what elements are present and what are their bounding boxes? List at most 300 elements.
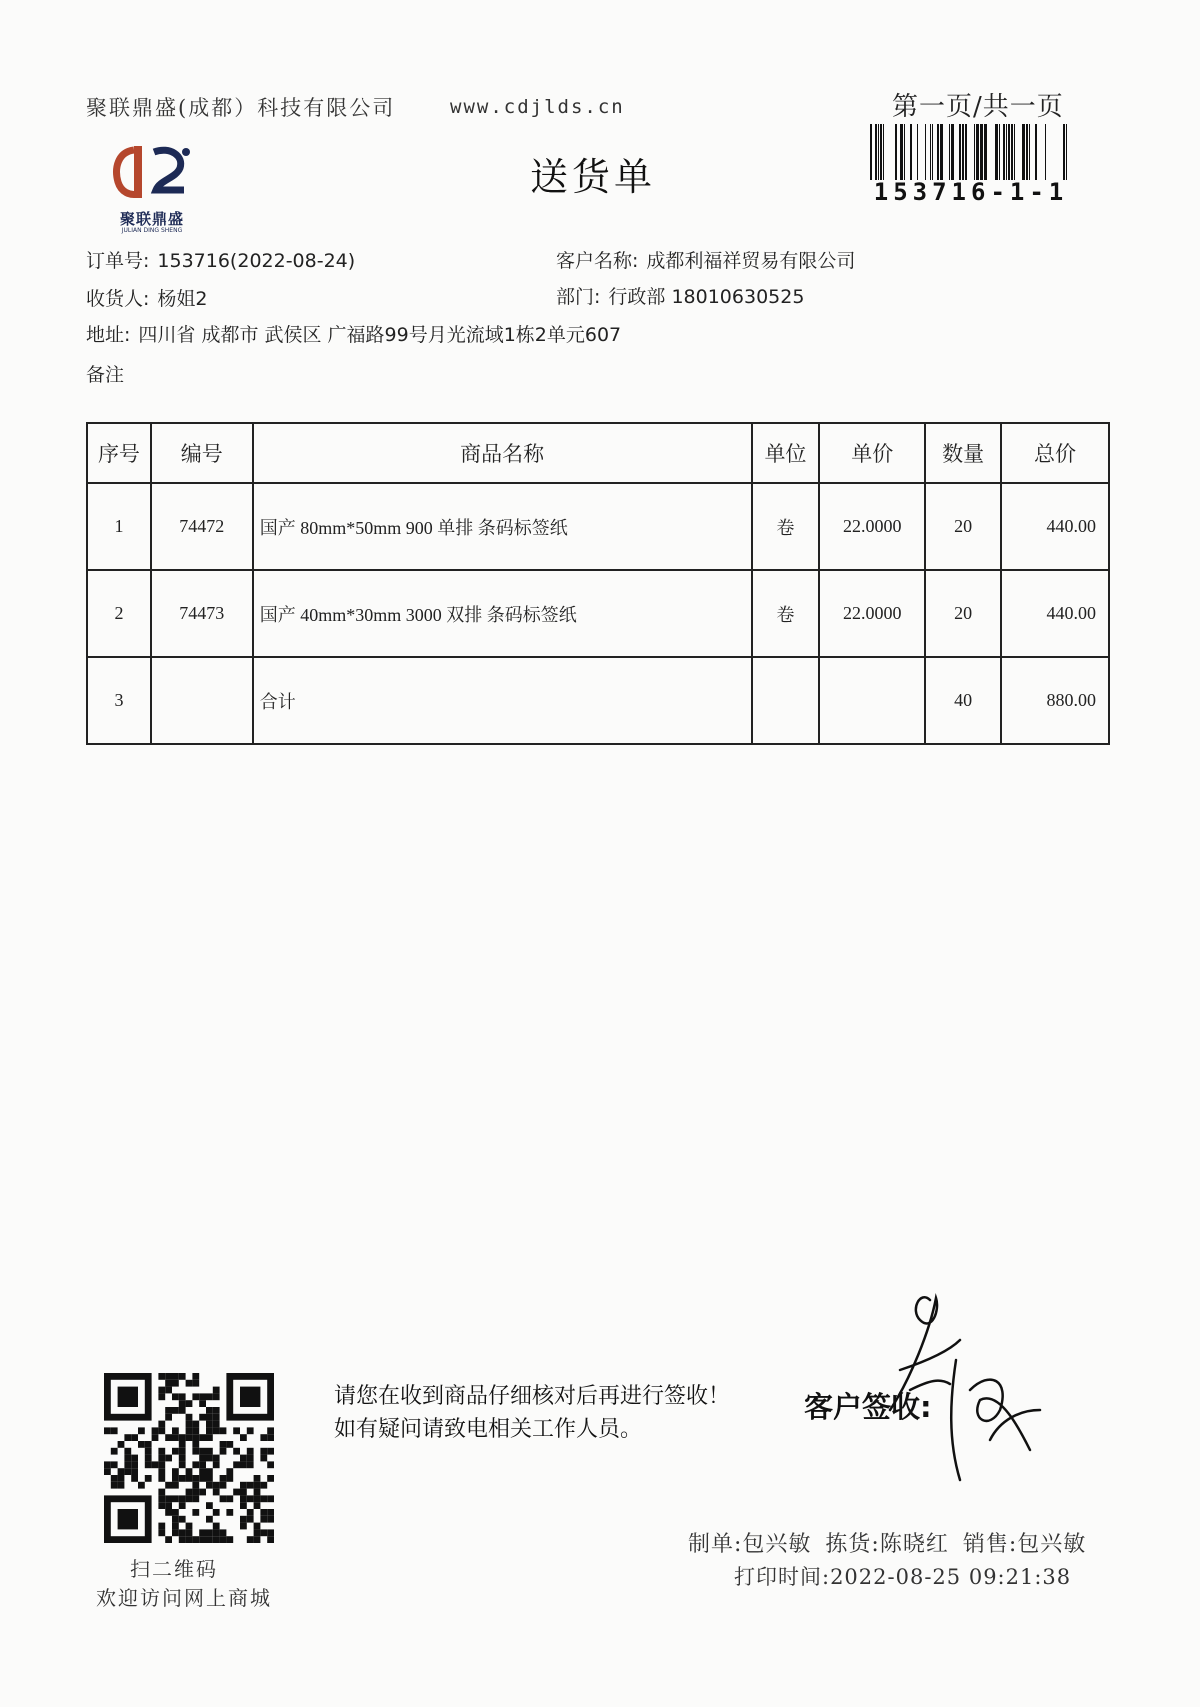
- qr-module: [240, 1523, 247, 1530]
- department: [556, 282, 804, 309]
- qr-module: [267, 1509, 274, 1516]
- qr-module: [192, 1536, 199, 1543]
- qr-module: [199, 1468, 206, 1475]
- qr-module: [267, 1495, 274, 1502]
- qr-module: [131, 1461, 138, 1468]
- cell-quantity: 40: [925, 657, 1001, 744]
- qr-module: [206, 1529, 213, 1536]
- qr-module: [240, 1455, 247, 1462]
- cell-total: 440.00: [1001, 570, 1109, 657]
- qr-module: [118, 1441, 125, 1448]
- barcode-bar: [870, 124, 872, 180]
- qr-module: [131, 1434, 138, 1441]
- qr-module: [186, 1421, 193, 1428]
- qr-module: [260, 1448, 267, 1455]
- qr-module: [213, 1407, 220, 1414]
- qr-module: [158, 1427, 165, 1434]
- qr-module: [172, 1523, 179, 1530]
- receiver: [86, 284, 208, 311]
- qr-module: [165, 1414, 172, 1421]
- qr-module: [186, 1523, 193, 1530]
- qr-module: [254, 1502, 261, 1509]
- department-label: 部门:: [556, 286, 601, 308]
- qr-module: [165, 1455, 172, 1462]
- qr-module: [199, 1448, 206, 1455]
- qr-module: [247, 1482, 254, 1489]
- table-header-row: [87, 423, 1109, 483]
- qr-module: [111, 1448, 118, 1455]
- qr-module: [247, 1427, 254, 1434]
- qr-module: [172, 1448, 179, 1455]
- customer-sign-label: 客户签收:: [804, 1390, 932, 1424]
- qr-module: [254, 1536, 261, 1543]
- qr-module: [172, 1516, 179, 1523]
- qr-module: [172, 1482, 179, 1489]
- qr-module: [186, 1536, 193, 1543]
- qr-module: [158, 1461, 165, 1468]
- qr-module: [158, 1475, 165, 1482]
- qr-module: [158, 1387, 165, 1394]
- qr-module: [158, 1373, 165, 1380]
- table-row: [87, 483, 1109, 570]
- table-row: [87, 570, 1109, 657]
- qr-module: [179, 1502, 186, 1509]
- qr-module: [158, 1393, 165, 1400]
- qr-module: [240, 1489, 247, 1496]
- header-seq: 序号: [87, 423, 151, 483]
- header-quantity: 数量: [925, 423, 1001, 483]
- qr-module: [118, 1475, 125, 1482]
- qr-module: [247, 1461, 254, 1468]
- qr-module: [213, 1421, 220, 1428]
- cell-quantity: 20: [925, 570, 1001, 657]
- qr-module: [240, 1434, 247, 1441]
- qr-module: [206, 1502, 213, 1509]
- qr-module: [220, 1529, 227, 1536]
- qr-module: [213, 1536, 220, 1543]
- qr-module: [124, 1461, 131, 1468]
- barcode-bar: [1035, 124, 1037, 180]
- qr-module: [213, 1523, 220, 1530]
- qr-module: [179, 1529, 186, 1536]
- barcode-bar: [895, 124, 897, 180]
- qr-module: [260, 1482, 267, 1489]
- qr-module: [111, 1475, 118, 1482]
- qr-module: [213, 1529, 220, 1536]
- qr-module: [172, 1509, 179, 1516]
- qr-module: [179, 1455, 186, 1462]
- barcode-bar: [1026, 124, 1028, 180]
- qr-module: [186, 1414, 193, 1421]
- barcode-bar: [925, 124, 926, 180]
- qr-module: [213, 1387, 220, 1394]
- qr-module: [158, 1468, 165, 1475]
- qr-module: [131, 1475, 138, 1482]
- qr-module: [267, 1536, 274, 1543]
- barcode-bar: [951, 124, 954, 180]
- qr-module: [158, 1529, 165, 1536]
- qr-module: [254, 1495, 261, 1502]
- qr-module: [240, 1502, 247, 1509]
- maker: 制单:包兴敏: [688, 1532, 812, 1557]
- qr-module: [233, 1489, 240, 1496]
- qr-module: [158, 1523, 165, 1530]
- cell-total: 880.00: [1001, 657, 1109, 744]
- header-code: 编号: [151, 423, 253, 483]
- cell-total: 440.00: [1001, 483, 1109, 570]
- cell-seq: 2: [87, 570, 151, 657]
- qr-module: [165, 1380, 172, 1387]
- barcode-bar: [995, 124, 998, 180]
- cell-unit: [752, 657, 820, 744]
- qr-module: [179, 1434, 186, 1441]
- qr-module: [179, 1373, 186, 1380]
- page-indicator: 第一页/共一页: [892, 92, 1064, 122]
- qr-module: [220, 1482, 227, 1489]
- qr-module: [206, 1448, 213, 1455]
- qr-module: [145, 1448, 152, 1455]
- qr-module: [213, 1461, 220, 1468]
- barcode-bar: [959, 124, 961, 180]
- cell-unit-price: 22.0000: [819, 483, 925, 570]
- qr-module: [124, 1468, 131, 1475]
- qr-module: [260, 1455, 267, 1462]
- qr-module: [267, 1427, 274, 1434]
- cell-code: 74472: [151, 483, 253, 570]
- qr-module: [220, 1427, 227, 1434]
- qr-module: [192, 1380, 199, 1387]
- qr-module: [199, 1393, 206, 1400]
- qr-module: [206, 1427, 213, 1434]
- barcode-bar: [1011, 124, 1013, 180]
- cell-seq: 3: [87, 657, 151, 744]
- barcode-bar: [980, 124, 983, 180]
- qr-module: [186, 1434, 193, 1441]
- department-value: 行政部 18010630525: [608, 286, 805, 308]
- qr-module: [138, 1482, 145, 1489]
- cell-unit-price: [819, 657, 925, 744]
- qr-module: [226, 1468, 233, 1475]
- qr-module: [165, 1387, 172, 1394]
- receiver-value: 杨姐2: [157, 288, 208, 310]
- cell-code: [151, 657, 253, 744]
- qr-finder-square: [240, 1387, 260, 1407]
- qr-module: [192, 1448, 199, 1455]
- header-unit-price: 单价: [819, 423, 925, 483]
- qr-module: [254, 1489, 261, 1496]
- cell-product-name: 国产 40mm*30mm 3000 双排 条码标签纸: [253, 570, 752, 657]
- qr-module: [267, 1516, 274, 1523]
- address-label: 地址:: [86, 324, 131, 346]
- qr-module: [254, 1529, 261, 1536]
- qr-module: [192, 1495, 199, 1502]
- qr-module: [206, 1414, 213, 1421]
- qr-module: [145, 1441, 152, 1448]
- qr-module: [233, 1427, 240, 1434]
- qr-module: [226, 1475, 233, 1482]
- qr-module: [192, 1373, 199, 1380]
- qr-caption-scan: 扫二维码: [130, 1557, 218, 1581]
- handwritten-signature: [870, 1280, 1070, 1500]
- qr-module: [179, 1393, 186, 1400]
- barcode-bar: [1014, 124, 1015, 180]
- qr-module: [199, 1414, 206, 1421]
- qr-module: [172, 1380, 179, 1387]
- logo-mark-icon: [104, 138, 200, 208]
- qr-module: [213, 1489, 220, 1496]
- qr-module: [233, 1461, 240, 1468]
- cell-quantity: 20: [925, 483, 1001, 570]
- qr-module: [179, 1516, 186, 1523]
- qr-module: [247, 1448, 254, 1455]
- header-unit: 单位: [752, 423, 820, 483]
- address: [86, 320, 621, 347]
- qr-module: [260, 1509, 267, 1516]
- barcode-bar: [930, 124, 931, 180]
- cell-code: 74473: [151, 570, 253, 657]
- qr-module: [111, 1461, 118, 1468]
- qr-module: [152, 1427, 159, 1434]
- barcode-bar: [880, 124, 882, 180]
- qr-module: [152, 1434, 159, 1441]
- receiver-label: 收货人:: [86, 288, 150, 310]
- barcode-bar: [1006, 124, 1007, 180]
- qr-finder-square: [118, 1509, 138, 1529]
- qr-module: [260, 1529, 267, 1536]
- qr-module: [158, 1455, 165, 1462]
- qr-module: [247, 1495, 254, 1502]
- qr-module: [192, 1421, 199, 1428]
- qr-code-icon: [104, 1373, 274, 1543]
- cell-unit: 卷: [752, 483, 820, 570]
- order-number-label: 订单号:: [86, 250, 150, 272]
- barcode-bar: [878, 124, 879, 180]
- qr-module: [199, 1455, 206, 1462]
- barcode-bar: [1066, 124, 1067, 180]
- qr-module: [192, 1461, 199, 1468]
- qr-module: [247, 1536, 254, 1543]
- barcode-bar: [999, 124, 1000, 180]
- print-time: 打印时间:2022-08-25 09:21:38: [734, 1565, 1072, 1589]
- qr-module: [131, 1455, 138, 1462]
- qr-module: [158, 1489, 165, 1496]
- qr-module: [199, 1461, 206, 1468]
- qr-module: [158, 1448, 165, 1455]
- address-value: 四川省 成都市 武侯区 广福路99号月光流域1栋2单元607: [138, 324, 622, 346]
- qr-module: [165, 1495, 172, 1502]
- qr-module: [206, 1393, 213, 1400]
- logo-name: 聚联鼎盛: [119, 210, 184, 228]
- order-number-value: 153716(2022-08-24): [157, 250, 356, 272]
- qr-module: [240, 1495, 247, 1502]
- barcode-bar: [974, 124, 975, 180]
- customer-name-label: 客户名称:: [556, 250, 639, 272]
- qr-module: [165, 1373, 172, 1380]
- qr-module: [186, 1380, 193, 1387]
- qr-module: [220, 1536, 227, 1543]
- qr-module: [179, 1475, 186, 1482]
- qr-module: [206, 1482, 213, 1489]
- barcode-bar: [904, 124, 905, 180]
- qr-module: [240, 1482, 247, 1489]
- qr-module: [165, 1502, 172, 1509]
- qr-module: [145, 1461, 152, 1468]
- qr-module: [172, 1529, 179, 1536]
- qr-module: [186, 1475, 193, 1482]
- customer-name-value: 成都利福祥贸易有限公司: [646, 250, 856, 272]
- company-website: www.cdjlds.cn: [450, 96, 625, 118]
- barcode: [870, 124, 1070, 180]
- barcode-bar: [1008, 124, 1010, 180]
- qr-module: [179, 1495, 186, 1502]
- qr-module: [152, 1461, 159, 1468]
- qr-module: [111, 1427, 118, 1434]
- qr-module: [192, 1434, 199, 1441]
- qr-module: [192, 1482, 199, 1489]
- goods-table: [86, 422, 1110, 745]
- qr-module: [206, 1455, 213, 1462]
- barcode-bar: [976, 124, 979, 180]
- cell-product-name: 国产 80mm*50mm 900 单排 条码标签纸: [253, 483, 752, 570]
- barcode-bar: [962, 124, 964, 180]
- qr-module: [206, 1475, 213, 1482]
- qr-module: [158, 1421, 165, 1428]
- order-number: [86, 246, 355, 273]
- qr-module: [199, 1400, 206, 1407]
- qr-module: [240, 1516, 247, 1523]
- barcode-bar: [940, 124, 943, 180]
- qr-module: [254, 1523, 261, 1530]
- qr-module: [186, 1400, 193, 1407]
- qr-module: [206, 1516, 213, 1523]
- qr-module: [158, 1502, 165, 1509]
- barcode-bar: [965, 124, 967, 180]
- barcode-bar: [900, 124, 903, 180]
- qr-module: [165, 1536, 172, 1543]
- qr-module: [172, 1427, 179, 1434]
- remark-label: 备注: [86, 364, 125, 386]
- barcode-bar: [984, 124, 987, 180]
- qr-module: [213, 1427, 220, 1434]
- barcode-bar: [1063, 124, 1065, 180]
- qr-module: [145, 1455, 152, 1462]
- qr-module: [199, 1489, 206, 1496]
- company-name: 聚联鼎盛(成都）科技有限公司: [86, 96, 396, 120]
- barcode-bar: [949, 124, 950, 180]
- qr-module: [192, 1489, 199, 1496]
- qr-module: [165, 1509, 172, 1516]
- qr-module: [260, 1495, 267, 1502]
- barcode-bar: [1045, 124, 1046, 180]
- qr-module: [267, 1461, 274, 1468]
- qr-module: [179, 1407, 186, 1414]
- barcode-bar: [875, 124, 877, 180]
- logo-subtitle: JULIAN DING SHENG: [121, 227, 183, 234]
- qr-module: [220, 1448, 227, 1455]
- document-title: 送货单: [530, 155, 657, 199]
- qr-module: [260, 1434, 267, 1441]
- cell-unit-price: 22.0000: [819, 570, 925, 657]
- qr-module: [172, 1495, 179, 1502]
- qr-caption-shop: 欢迎访问网上商城: [96, 1586, 272, 1610]
- barcode-bar: [883, 124, 884, 180]
- barcode-bar: [932, 124, 933, 180]
- qr-module: [254, 1482, 261, 1489]
- qr-module: [206, 1434, 213, 1441]
- qr-module: [104, 1427, 111, 1434]
- qr-module: [172, 1393, 179, 1400]
- qr-module: [206, 1421, 213, 1428]
- qr-module: [213, 1414, 220, 1421]
- qr-module: [165, 1482, 172, 1489]
- cell-product-name: 合计: [253, 657, 752, 744]
- qr-module: [206, 1407, 213, 1414]
- qr-module: [192, 1393, 199, 1400]
- staff-info: [688, 1527, 1100, 1558]
- qr-module: [186, 1468, 193, 1475]
- qr-module: [118, 1468, 125, 1475]
- qr-module: [111, 1482, 118, 1489]
- qr-module: [131, 1468, 138, 1475]
- barcode-bar: [910, 124, 912, 180]
- barcode-bar: [1029, 124, 1030, 180]
- qr-module: [226, 1495, 233, 1502]
- table-summary-row: [87, 657, 1109, 744]
- qr-module: [267, 1475, 274, 1482]
- qr-module: [186, 1427, 193, 1434]
- qr-module: [165, 1407, 172, 1414]
- barcode-bar: [937, 124, 939, 180]
- cell-seq: 1: [87, 483, 151, 570]
- qr-module: [226, 1441, 233, 1448]
- qr-module: [172, 1468, 179, 1475]
- qr-module: [220, 1495, 227, 1502]
- receipt-notice: 请您在收到商品仔细核对后再进行签收！如有疑问请致电相关工作人员。: [334, 1384, 731, 1442]
- qr-module: [118, 1482, 125, 1489]
- qr-module: [172, 1407, 179, 1414]
- qr-module: [179, 1536, 186, 1543]
- qr-module: [124, 1448, 131, 1455]
- qr-module: [145, 1475, 152, 1482]
- qr-module: [186, 1495, 193, 1502]
- qr-module: [138, 1441, 145, 1448]
- qr-module: [213, 1509, 220, 1516]
- qr-module: [179, 1400, 186, 1407]
- cell-unit: 卷: [752, 570, 820, 657]
- qr-module: [247, 1455, 254, 1462]
- qr-module: [226, 1536, 233, 1543]
- qr-module: [267, 1529, 274, 1536]
- qr-module: [165, 1434, 172, 1441]
- qr-module: [240, 1461, 247, 1468]
- qr-module: [104, 1461, 111, 1468]
- qr-module: [179, 1441, 186, 1448]
- barcode-bar: [1003, 124, 1005, 180]
- qr-module: [186, 1529, 193, 1536]
- company-logo: [104, 138, 200, 238]
- qr-module: [192, 1427, 199, 1434]
- qr-module: [104, 1468, 111, 1475]
- qr-module: [247, 1516, 254, 1523]
- qr-module: [186, 1489, 193, 1496]
- qr-module: [220, 1475, 227, 1482]
- barcode-bar: [917, 124, 918, 180]
- qr-module: [124, 1434, 131, 1441]
- qr-module: [267, 1434, 274, 1441]
- picker: 拣货:陈晓红: [825, 1532, 949, 1557]
- qr-module: [206, 1536, 213, 1543]
- barcode-bar: [1022, 124, 1025, 180]
